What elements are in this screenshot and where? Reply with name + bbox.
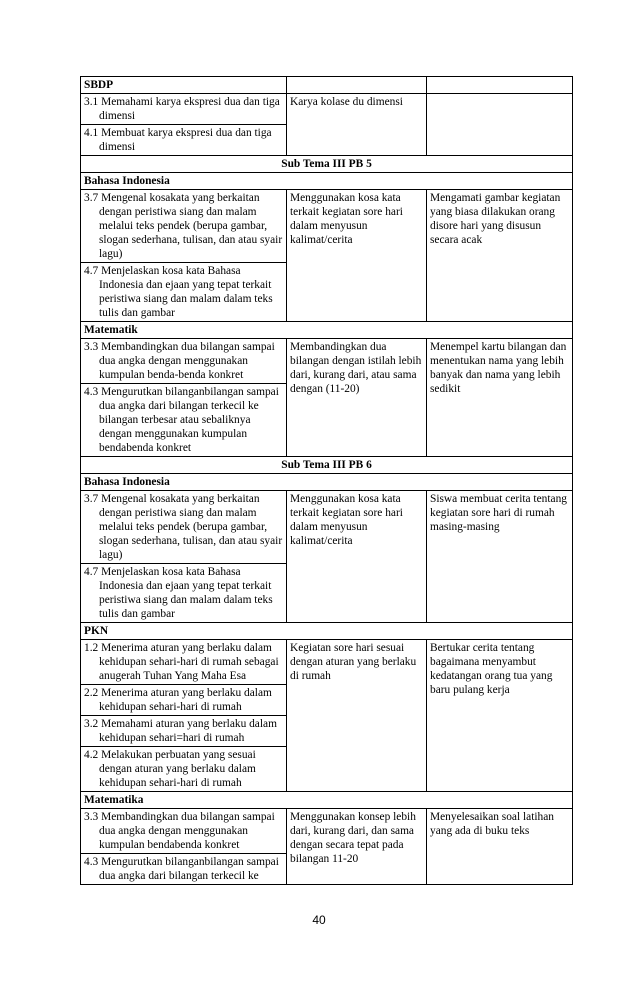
indicator-text: Menggunakan konsep lebih dari, kurang dari, dan sama dengan secara tepat pada bilangan 11-20	[290, 811, 416, 865]
kd-text: 4.2 Melakukan perbuatan yang sesuai dengan aturan yang berlaku dalam kehidupan sehari-hari di rumah	[84, 749, 256, 789]
subject-heading-sbdp: SBDP	[81, 77, 287, 94]
table-row	[81, 77, 573, 94]
activity-text: Mengamati gambar kegiatan yang biasa dilakukan orang disore hari yang disusun secara acak	[430, 192, 561, 246]
indicator-text: Menggunakan kosa kata terkait kegiatan sore hari dalam menyusun kalimat/cerita	[290, 493, 403, 547]
kd-text: 3.3 Membandingkan dua bilangan sampai dua angka dengan menggunakan kumpulan benda-benda konkret	[84, 341, 275, 381]
table-row	[81, 623, 573, 640]
kd-text: 3.1 Memahami karya ekspresi dua dan tiga dimensi	[84, 96, 280, 122]
kd-text: 4.7 Menjelaskan kosa kata Bahasa Indonesia dan ejaan yang tepat terkait peristiwa siang dan malam dalam teks tulis dan gambar	[84, 566, 273, 620]
kd-text: 3.3 Membandingkan dua bilangan sampai dua angka dengan menggunakan kumpulan bendabenda konkret	[84, 811, 275, 851]
subject-heading-bahasa-indonesia: Bahasa Indonesia	[81, 173, 573, 190]
table-row	[81, 94, 573, 125]
table-row	[81, 457, 573, 474]
indicator-text: Menggunakan kosa kata terkait kegiatan sore hari dalam menyusun kalimat/cerita	[290, 192, 403, 246]
kd-text: 4.3 Mengurutkan bilanganbilangan sampai dua angka dari bilangan terkecil ke	[84, 856, 279, 882]
table-row	[81, 173, 573, 190]
kd-text: 3.2 Memahami aturan yang berlaku dalam kehidupan sehari=hari di rumah	[84, 718, 277, 744]
table-row	[81, 491, 573, 564]
indicator-text: Karya kolase du dimensi	[290, 96, 403, 108]
kd-text: 4.1 Membuat karya ekspresi dua dan tiga dimensi	[84, 127, 272, 153]
table-row	[81, 640, 573, 685]
table-row	[81, 809, 573, 854]
kd-text: 2.2 Menerima aturan yang berlaku dalam kehidupan sehari-hari di rumah	[84, 687, 272, 713]
kd-text: 4.3 Mengurutkan bilanganbilangan sampai dua angka dari bilangan terkecil ke bilangan terbesar atau sebaliknya dengan menggunakan kumpulan bendabenda konkret	[84, 386, 279, 454]
subtheme-heading-pb5: Sub Tema III PB 5	[81, 156, 573, 173]
activity-text: Menyelesaikan soal latihan yang ada di buku teks	[430, 811, 554, 837]
kd-text: 3.7 Mengenal kosakata yang berkaitan dengan peristiwa siang dan malam melalui teks pendek (berupa gambar, slogan sederhana, tulisan, dan atau syair lagu)	[84, 192, 283, 260]
subject-heading-matematika: Matematika	[81, 792, 573, 809]
subject-heading-pkn: PKN	[81, 623, 573, 640]
table-row	[81, 474, 573, 491]
kd-text: 4.7 Menjelaskan kosa kata Bahasa Indonesia dan ejaan yang tepat terkait peristiwa siang dan malam dalam teks tulis dan gambar	[84, 265, 273, 319]
subject-heading-matematik: Matematik	[81, 322, 573, 339]
indicator-text: Kegiatan sore hari sesuai dengan aturan yang berlaku di rumah	[290, 642, 417, 682]
activity-text: Menempel kartu bilangan dan menentukan nama yang lebih banyak dan nama yang lebih sedikit	[430, 341, 567, 395]
kd-text: 1.2 Menerima aturan yang berlaku dalam kehidupan sehari-hari di rumah sebagai anugerah Tuhan Yang Maha Esa	[84, 642, 279, 682]
page-number: 40	[312, 913, 326, 927]
subject-heading-bahasa-indonesia: Bahasa Indonesia	[81, 474, 573, 491]
activity-text: Siswa membuat cerita tentang kegiatan sore hari di rumah masing-masing	[430, 493, 567, 533]
subtheme-heading-pb6: Sub Tema III PB 6	[81, 457, 573, 474]
activity-text: Bertukar cerita tentang bagaimana menyambut kedatangan orang tua yang baru pulang kerja	[430, 642, 553, 696]
kd-text: 3.7 Mengenal kosakata yang berkaitan dengan peristiwa siang dan malam melalui teks pendek (berupa gambar, slogan sederhana, tulisan, dan atau syair lagu)	[84, 493, 283, 561]
lesson-plan-table	[80, 76, 573, 885]
table-row	[81, 190, 573, 263]
table-row	[81, 339, 573, 384]
indicator-text: Membandingkan dua bilangan dengan istilah lebih dari, kurang dari, atau sama dengan (11-20)	[290, 341, 422, 395]
table-row	[81, 156, 573, 173]
table-row	[81, 322, 573, 339]
table-row	[81, 792, 573, 809]
